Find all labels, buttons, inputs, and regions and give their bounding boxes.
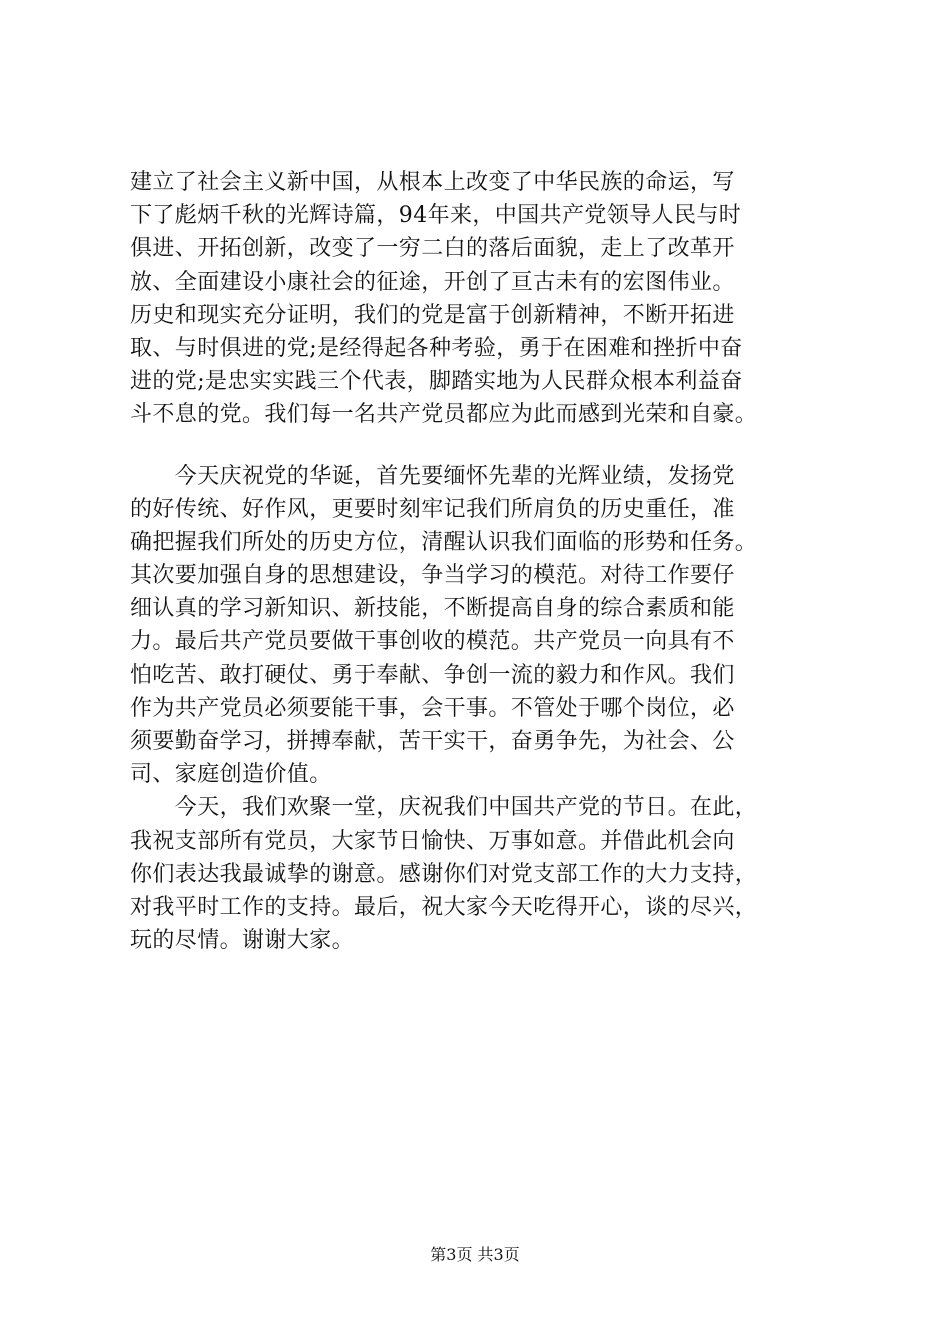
- page-indicator: 第3页 共3页: [430, 1245, 520, 1264]
- text-line: 今天，我们欢聚一堂，庆祝我们中国共产党的节日。在此，: [130, 795, 758, 821]
- paragraph-gap: [130, 432, 830, 460]
- text-line: 其次要加强自身的思想建设，争当学习的模范。对待工作要仔: [130, 563, 735, 589]
- text-line: 今天庆祝党的华诞，首先要缅怀先辈的光辉业绩，发扬党: [130, 463, 735, 489]
- text-line: 历史和现实充分证明，我们的党是富于创新精神，不断开拓进: [130, 302, 735, 328]
- text-line: 玩的尽情。谢谢大家。: [130, 928, 355, 954]
- paragraph-1: [130, 166, 830, 432]
- text-line: 下了彪炳千秋的光辉诗篇，94年来，中国共产党领导人民与时: [130, 203, 742, 229]
- text-line: 对我平时工作的支持。最后，祝大家今天吃得开心，谈的尽兴，: [130, 894, 758, 920]
- text-line: 力。最后共产党员要做干事创收的模范。共产党员一向具有不: [130, 629, 735, 655]
- text-line: 斗不息的党。我们每一名共产党员都应为此而感到光荣和自豪。: [130, 402, 758, 428]
- page-footer: [0, 1244, 950, 1266]
- text-line: 俱进、开拓创新，改变了一穷二白的落后面貌，走上了改革开: [130, 236, 735, 262]
- text-line: 你们表达我最诚挚的谢意。感谢你们对党支部工作的大力支持，: [130, 861, 758, 887]
- text-line: 怕吃苦、敢打硬仗、勇于奉献、争创一流的毅力和作风。我们: [130, 662, 735, 688]
- text-line: 进的党;是忠实实践三个代表，脚踏实地为人民群众根本利益奋: [130, 369, 743, 395]
- text-line: 司、家庭创造价值。: [130, 762, 332, 788]
- text-line: 确把握我们所处的历史方位，清醒认识我们面临的形势和任务。: [130, 529, 758, 555]
- text-line: 建立了社会主义新中国，从根本上改变了中华民族的命运，写: [130, 170, 735, 195]
- document-body: [130, 166, 830, 957]
- text-line: 作为共产党员必须要能干事，会干事。不管处于哪个岗位，必: [130, 695, 735, 721]
- text-line: 取、与时俱进的党;是经得起各种考验，勇于在困难和挫折中奋: [130, 335, 743, 361]
- text-line: 须要勤奋学习，拼搏奉献，苦干实干，奋勇争先，为社会、公: [130, 729, 735, 754]
- text-line: 的好传统、好作风，更要时刻牢记我们所肩负的历史重任，准: [130, 496, 735, 522]
- text-line: 我祝支部所有党员，大家节日愉快、万事如意。并借此机会向: [130, 828, 735, 854]
- paragraph-2: [130, 460, 830, 792]
- text-line: 放、全面建设小康社会的征途，开创了亘古未有的宏图伟业。: [130, 269, 735, 295]
- paragraph-3: [130, 791, 830, 957]
- text-line: 细认真的学习新知识、新技能，不断提高自身的综合素质和能: [130, 596, 735, 622]
